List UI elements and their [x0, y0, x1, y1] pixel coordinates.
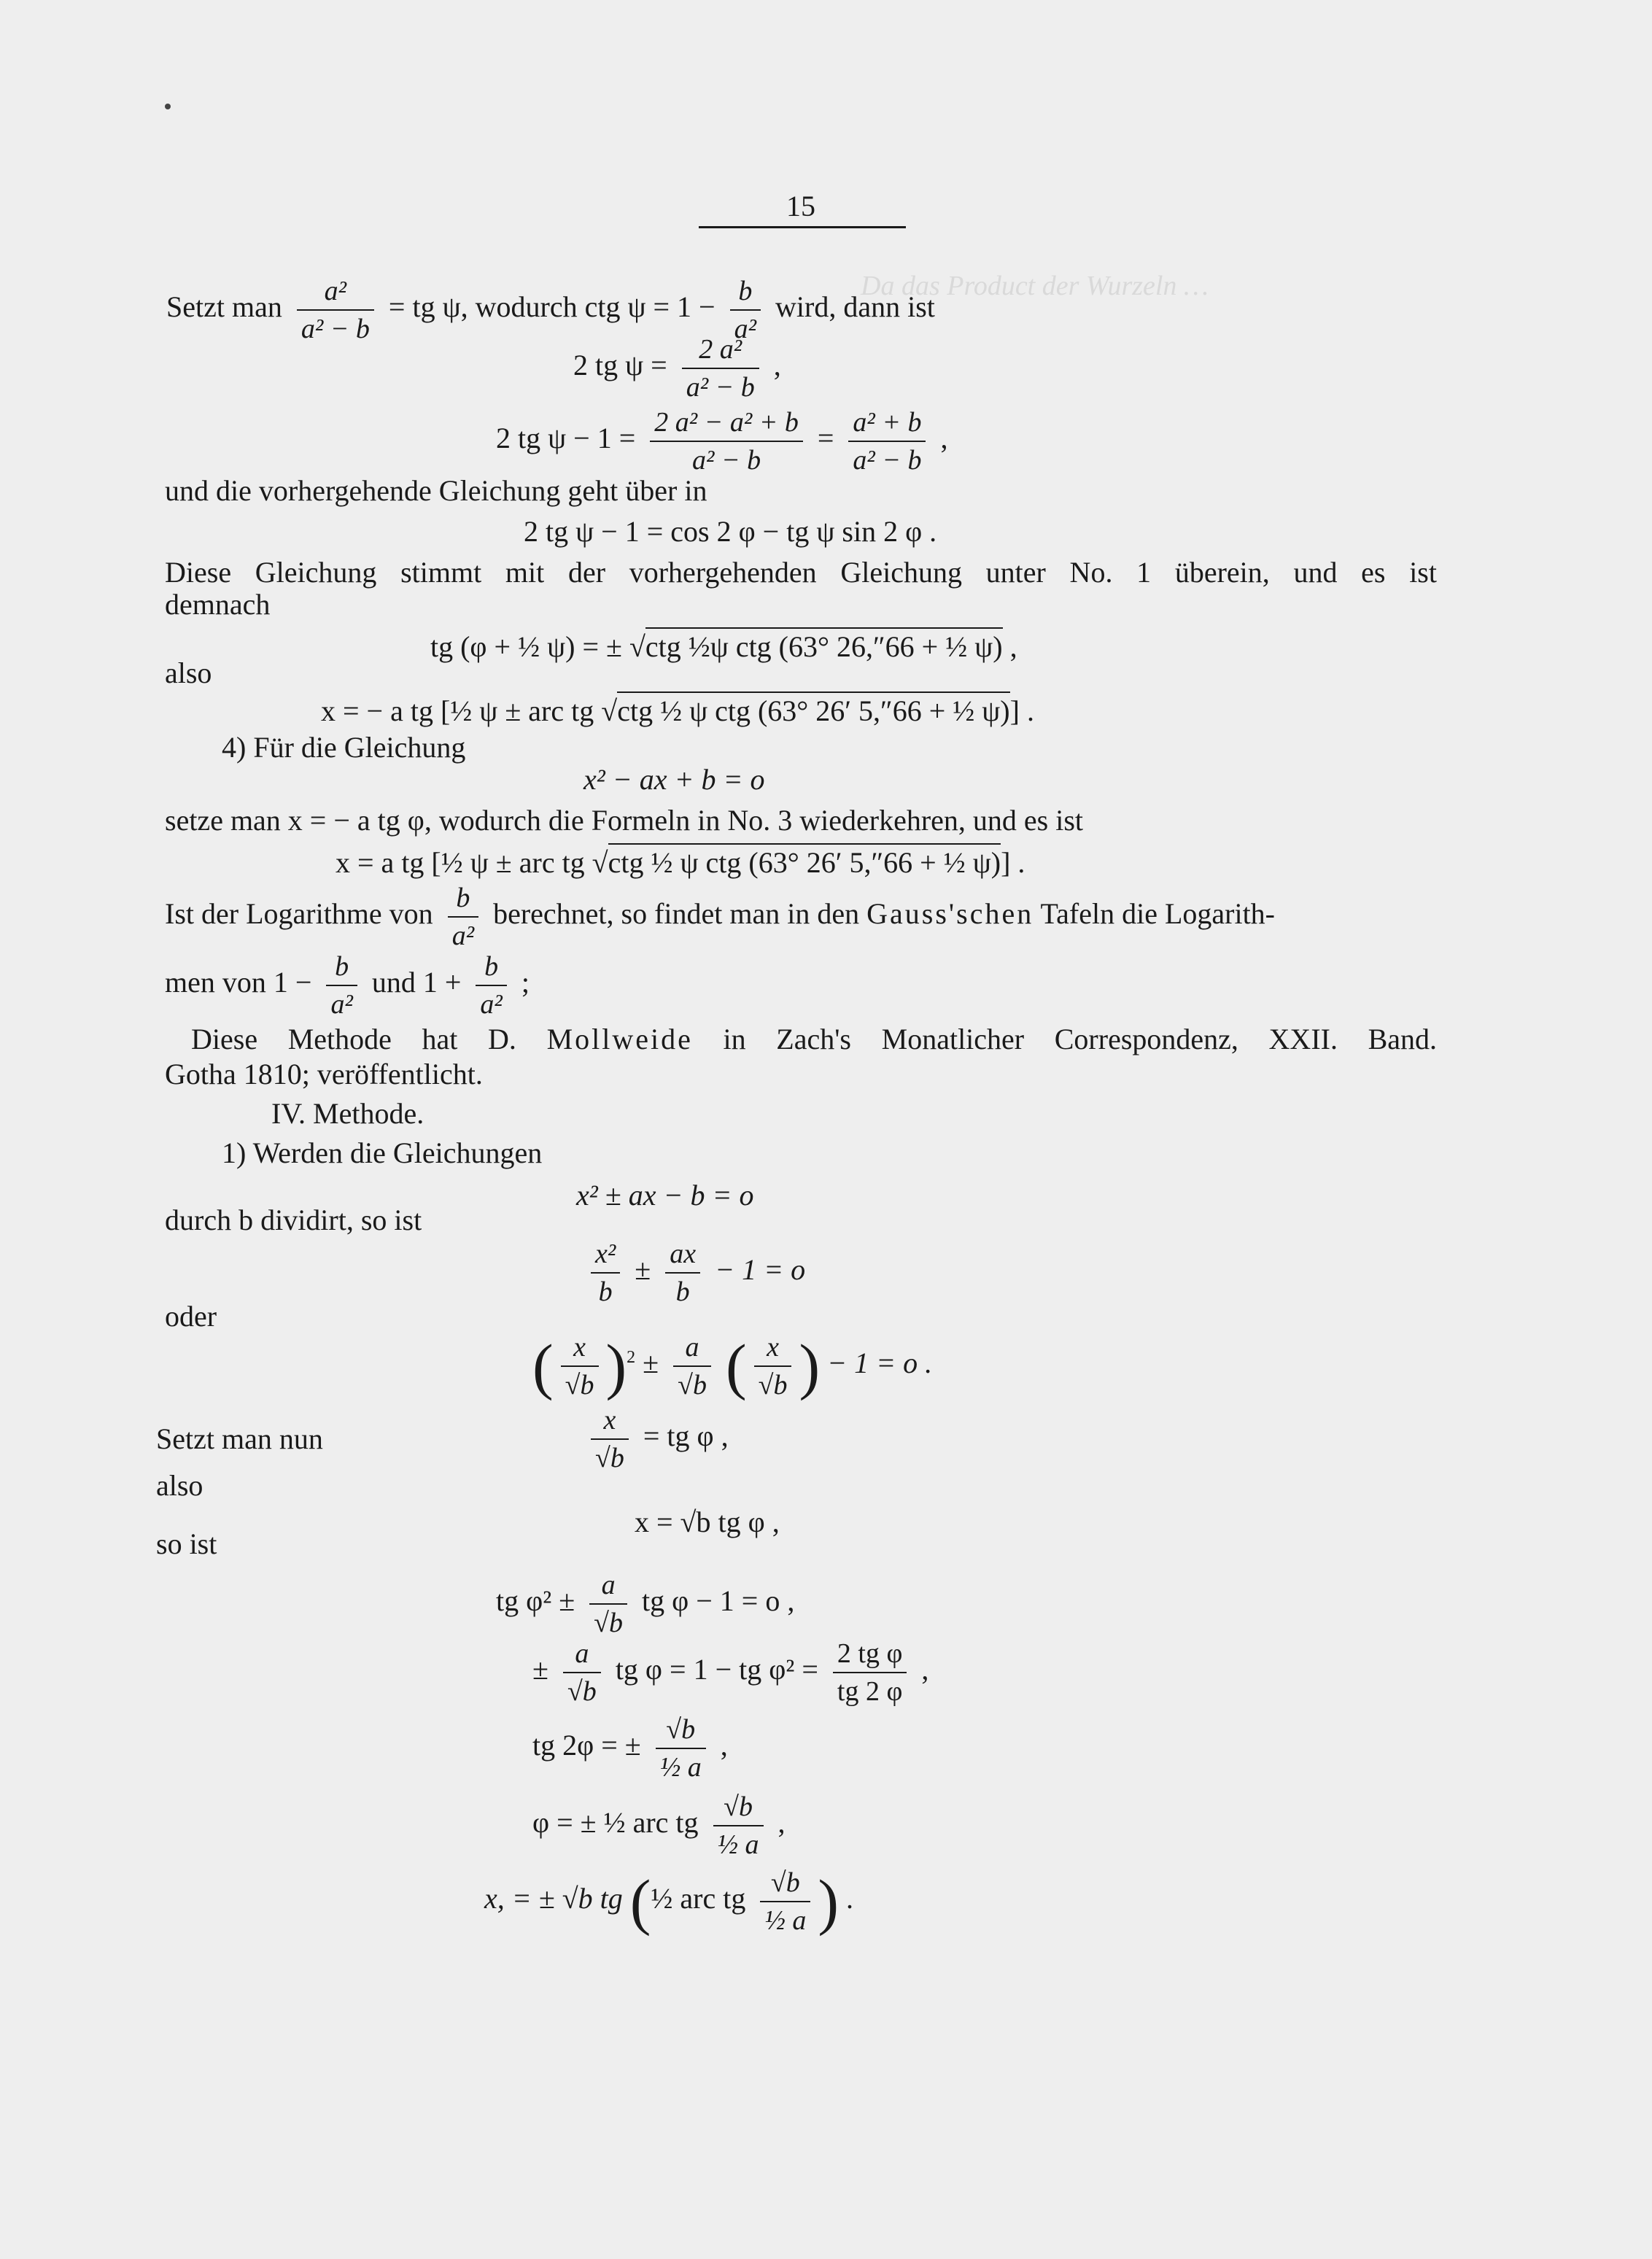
text: , [940, 422, 948, 455]
text: ± [635, 1253, 651, 1287]
fraction [326, 953, 357, 1018]
numerator: b [335, 951, 349, 982]
denominator: ½ a [760, 1901, 810, 1934]
text: tg φ = 1 − tg φ² = [615, 1653, 818, 1686]
line-26: Setzt man nun [156, 1422, 323, 1455]
equation-31 [532, 1716, 728, 1781]
denominator: tg 2 φ [833, 1672, 907, 1705]
equation-26 [583, 1406, 729, 1472]
text: . [846, 1882, 853, 1915]
numerator: √b [666, 1714, 696, 1745]
fraction [448, 884, 478, 950]
text: Diese Methode hat D. [191, 1023, 516, 1055]
paren: ( [532, 1331, 554, 1401]
text: tg 2φ = ± [532, 1729, 641, 1762]
text: = tg ψ, wodurch ctg ψ = 1 − [388, 290, 716, 324]
denominator: √b [591, 1438, 629, 1472]
numerator: 2 a² [699, 334, 742, 365]
fraction [760, 1869, 810, 1934]
line-27: also [156, 1469, 203, 1502]
denominator: b [665, 1272, 700, 1306]
fraction [561, 1333, 599, 1399]
paren: ) [818, 1867, 839, 1937]
denominator: √b [673, 1365, 711, 1399]
text: 2 tg ψ = [573, 349, 667, 382]
numerator: x² [595, 1239, 616, 1269]
numerator: x [573, 1332, 586, 1363]
line-4: und die vorhergehende Gleichung geht über in [165, 474, 707, 507]
text: Ist der Logarithme von [165, 897, 433, 931]
fraction [673, 1333, 711, 1399]
denominator: a² [730, 309, 761, 343]
fraction [713, 1793, 764, 1859]
line-16 [165, 953, 530, 1018]
line-11: 4) Für die Gleichung [222, 731, 466, 764]
exponent: 2 [627, 1347, 636, 1367]
line-13: setze man x = − a tg φ, wodurch die Formeln in No. 3 wiederkehren, und es ist [165, 804, 1084, 837]
fraction [848, 408, 926, 474]
denominator: b [591, 1272, 620, 1306]
denominator: a² [448, 916, 478, 950]
fraction [297, 277, 374, 343]
paren: ( [725, 1331, 747, 1401]
equation-12: x² − ax + b = o [583, 763, 765, 796]
radicand: ctg ½ ψ ctg (63° 26′ 5,″66 + ½ ψ) [617, 691, 1009, 727]
equation-8 [430, 629, 1017, 665]
denominator: √b [754, 1365, 792, 1399]
text: = [817, 422, 834, 455]
text: berechnet, so findet man in den [493, 897, 860, 931]
denominator: √b [563, 1672, 601, 1705]
denominator: a² [476, 985, 506, 1018]
paren: ) [605, 1331, 627, 1401]
fraction [754, 1333, 792, 1399]
line-20: 1) Werden die Gleichungen [222, 1136, 543, 1169]
numerator: a [685, 1332, 699, 1363]
numerator: a² [324, 276, 347, 306]
text: ] . [1001, 846, 1025, 879]
paren: ) [799, 1331, 821, 1401]
equation-32 [532, 1793, 786, 1859]
fraction [476, 953, 506, 1018]
line-24: oder [165, 1300, 217, 1333]
bleed-through-text: Da das Product der Wurzeln … [861, 271, 1209, 301]
speck [165, 104, 171, 109]
denominator: a² − b [297, 309, 374, 343]
text: φ = ± ½ arc tg [532, 1806, 699, 1840]
line-22: durch b dividirt, so ist [165, 1204, 422, 1236]
text: und 1 + [371, 966, 462, 999]
text: , [1009, 630, 1017, 663]
text: ] . [1009, 694, 1034, 727]
denominator: a² − b [682, 368, 759, 401]
line-28: so ist [156, 1527, 217, 1560]
radicand: ctg ½ψ ctg (63° 26,″66 + ½ ψ) [645, 627, 1003, 663]
text: ± [532, 1653, 548, 1686]
text: Setzt man [166, 290, 282, 324]
text: = tg φ , [643, 1419, 729, 1453]
denominator: ½ a [713, 1825, 764, 1859]
text: x = − a tg [½ ψ ± arc tg √ [321, 694, 618, 727]
equation-30 [532, 1640, 928, 1705]
text: , [720, 1729, 728, 1762]
text: in Zach's Monatlicher Correspondenz, XXII. Band. [723, 1023, 1438, 1055]
fraction [656, 1716, 706, 1781]
fraction [682, 336, 759, 401]
equation-14 [336, 845, 1025, 881]
fraction [650, 408, 803, 474]
numerator: b [484, 951, 499, 982]
text: − 1 = o . [827, 1347, 933, 1380]
header-rule [699, 226, 906, 228]
line-9: also [165, 656, 212, 689]
equation-2 [573, 336, 781, 401]
text: 2 tg ψ − 1 = [496, 422, 636, 455]
line-19: IV. Methode. [271, 1097, 424, 1130]
fraction [591, 1406, 629, 1472]
line-18: Gotha 1810; veröffentlicht. [165, 1058, 483, 1090]
line-6: Diese Gleichung stimmt mit der vorhergehenden Gleichung unter No. 1 überein, und es ist [165, 556, 1437, 589]
paren: ( [629, 1867, 651, 1937]
text: x, = ± √b tg [484, 1882, 623, 1915]
denominator: a² [326, 985, 357, 1018]
equation-5: 2 tg ψ − 1 = cos 2 φ − tg ψ sin 2 φ . [524, 515, 937, 548]
numerator: x [603, 1405, 616, 1435]
denominator: a² − b [650, 441, 803, 474]
text: tg φ² ± [496, 1584, 575, 1618]
text: tg (φ + ½ ψ) = ± √ [430, 630, 645, 663]
text: , [921, 1653, 929, 1686]
text: , [777, 1806, 786, 1840]
text: − 1 = o [715, 1253, 806, 1287]
denominator: √b [561, 1365, 599, 1399]
text: Gauss'schen [866, 897, 1034, 931]
text: ± [643, 1347, 659, 1380]
equation-28: x = √b tg φ , [635, 1506, 780, 1538]
equation-25 [532, 1333, 932, 1399]
radicand: ctg ½ ψ ctg (63° 26′ 5,″66 + ½ ψ) [608, 843, 1001, 879]
text: , [773, 349, 781, 382]
numerator: 2 a² − a² + b [654, 407, 799, 438]
numerator: 2 tg φ [837, 1638, 903, 1669]
numerator: x [767, 1332, 779, 1363]
numerator: ax [670, 1239, 697, 1269]
fraction [665, 1240, 700, 1306]
denominator: a² − b [848, 441, 926, 474]
fraction [833, 1640, 907, 1705]
equation-29 [496, 1571, 794, 1637]
text: Tafeln die Logarith- [1040, 897, 1276, 931]
fraction [730, 277, 761, 343]
line-15 [165, 884, 1275, 950]
text: ½ arc tg [651, 1882, 746, 1915]
numerator: b [456, 883, 470, 913]
numerator: b [738, 276, 753, 306]
equation-33 [484, 1867, 853, 1937]
numerator: a [601, 1570, 616, 1600]
equation-21: x² ± ax − b = o [576, 1179, 754, 1212]
text: men von 1 − [165, 966, 312, 999]
numerator: √b [770, 1867, 800, 1898]
numerator: a² + b [853, 407, 922, 438]
line-1 [166, 277, 935, 343]
denominator: ½ a [656, 1748, 706, 1781]
equation-10 [321, 693, 1034, 729]
text: tg φ − 1 = o , [642, 1584, 795, 1618]
page-number: 15 [786, 190, 815, 222]
text: x = a tg [½ ψ ± arc tg √ [336, 846, 608, 879]
text: Mollweide [546, 1023, 693, 1055]
text: wird, dann ist [775, 290, 935, 324]
fraction [563, 1640, 601, 1705]
fraction [591, 1240, 620, 1306]
numerator: √b [724, 1791, 753, 1822]
line-7: demnach [165, 588, 271, 621]
denominator: √b [589, 1603, 627, 1637]
equation-23 [583, 1240, 805, 1306]
fraction [589, 1571, 627, 1637]
text: ; [521, 966, 530, 999]
numerator: a [575, 1638, 589, 1669]
line-17 [191, 1021, 1437, 1058]
equation-3 [496, 408, 947, 474]
